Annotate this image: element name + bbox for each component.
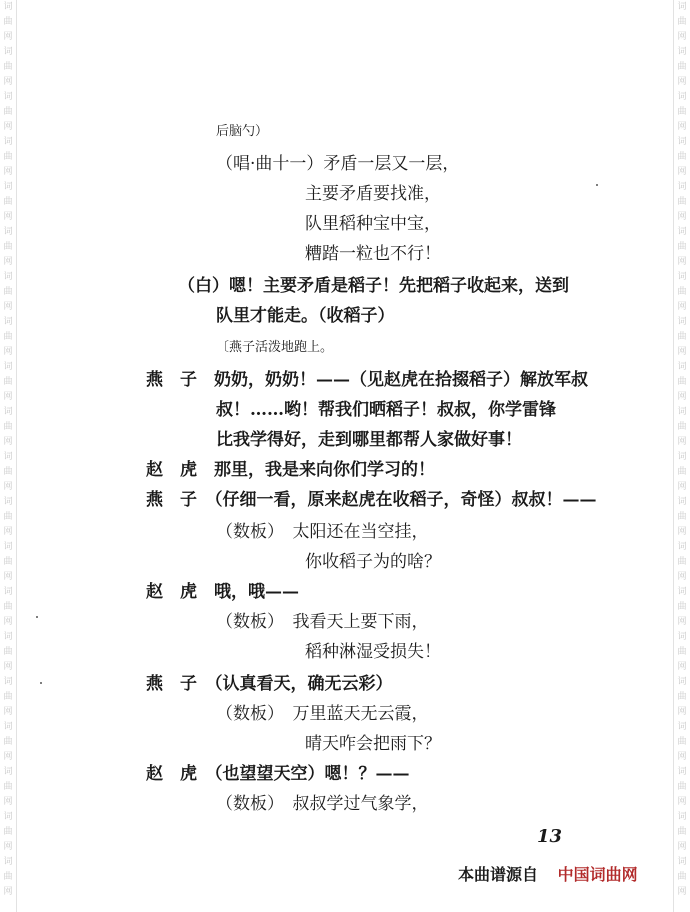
dialogue-line: 叔！……哟！帮我们晒稻子！叔叔，你学雷锋	[216, 400, 556, 420]
dialogue-line: 比我学得好，走到哪里都帮人家做好事！	[216, 430, 522, 450]
watermark-char: 词	[677, 497, 687, 507]
watermark-char: 曲	[677, 377, 687, 387]
watermark-char: 网	[3, 347, 13, 357]
watermark-char: 网	[3, 482, 13, 492]
dialogue-line: 队里才能走。（收稻子）	[216, 306, 395, 326]
watermark-char: 曲	[677, 152, 687, 162]
watermark-char: 曲	[3, 827, 13, 837]
watermark-char: 曲	[3, 287, 13, 297]
watermark-char: 词	[3, 407, 13, 417]
verse-line: （数板） 叔叔学过气象学，	[216, 794, 429, 814]
watermark-char: 网	[677, 257, 687, 267]
watermark-char: 词	[677, 272, 687, 282]
watermark-char: 曲	[677, 422, 687, 432]
watermark-char: 网	[677, 32, 687, 42]
watermark-char: 曲	[3, 467, 13, 477]
watermark-char: 网	[3, 77, 13, 87]
watermark-char: 词	[677, 182, 687, 192]
watermark-char: 网	[3, 572, 13, 582]
watermark-char: 词	[3, 272, 13, 282]
watermark-char: 词	[3, 92, 13, 102]
watermark-char: 词	[677, 812, 687, 822]
watermark-char: 词	[3, 677, 13, 687]
watermark-char: 网	[677, 482, 687, 492]
watermark-char: 曲	[677, 287, 687, 297]
scan-speck	[36, 616, 38, 618]
dialogue-line: 赵 虎 （也望望天空）嗯！？——	[146, 764, 410, 784]
watermark-char: 曲	[3, 602, 13, 612]
watermark-char: 网	[677, 797, 687, 807]
watermark-char: 网	[3, 32, 13, 42]
watermark-char: 词	[3, 2, 13, 12]
dialogue-line: 赵 虎 哦，哦——	[146, 582, 299, 602]
watermark-char: 词	[3, 767, 13, 777]
watermark-char: 网	[677, 842, 687, 852]
watermark-char: 词	[677, 2, 687, 12]
watermark-char: 网	[677, 527, 687, 537]
verse-line: 晴天咋会把雨下？	[305, 734, 441, 754]
watermark-char: 词	[3, 362, 13, 372]
watermark-char: 词	[3, 857, 13, 867]
watermark-char: 网	[3, 797, 13, 807]
watermark-char: 网	[677, 662, 687, 672]
watermark-char: 曲	[3, 872, 13, 882]
watermark-char: 词	[677, 542, 687, 552]
watermark-char: 曲	[677, 242, 687, 252]
watermark-char: 曲	[3, 152, 13, 162]
watermark-char: 词	[3, 227, 13, 237]
verse-line: 你收稻子为的啥？	[305, 552, 441, 572]
watermark-char: 曲	[677, 107, 687, 117]
watermark-char: 曲	[3, 422, 13, 432]
scan-speck	[40, 682, 42, 684]
source-footer	[458, 862, 638, 885]
dialogue-line: （白）嗯！主要矛盾是稻子！先把稻子收起来，送到	[178, 276, 569, 296]
page-number: 13	[537, 826, 563, 847]
watermark-char: 曲	[677, 557, 687, 567]
verse-line: 稻种淋湿受损失！	[305, 642, 441, 662]
watermark-char: 词	[677, 632, 687, 642]
stage-direction: 〔燕子活泼地跑上。	[216, 340, 334, 355]
watermark-char: 词	[3, 182, 13, 192]
watermark-char: 词	[677, 587, 687, 597]
watermark-char: 词	[3, 632, 13, 642]
verse-line: （唱·曲十一）矛盾一层又一层，	[216, 154, 460, 174]
watermark-char: 词	[677, 857, 687, 867]
watermark-char: 词	[677, 47, 687, 57]
watermark-char: 词	[3, 542, 13, 552]
watermark-char: 网	[3, 752, 13, 762]
watermark-char: 曲	[3, 647, 13, 657]
dialogue-line: 燕 子 （认真看天，确无云彩）	[146, 674, 393, 694]
watermark-char: 网	[3, 212, 13, 222]
watermark-char: 词	[677, 137, 687, 147]
watermark-char: 网	[3, 122, 13, 132]
watermark-char: 词	[677, 677, 687, 687]
watermark-guide-right	[673, 0, 674, 912]
watermark-char: 曲	[677, 602, 687, 612]
watermark-char: 网	[677, 167, 687, 177]
watermark-char: 词	[3, 812, 13, 822]
watermark-char: 词	[3, 722, 13, 732]
watermark-char: 网	[677, 437, 687, 447]
watermark-char: 曲	[677, 332, 687, 342]
watermark-char: 网	[3, 527, 13, 537]
watermark-char: 曲	[677, 692, 687, 702]
watermark-char: 词	[677, 92, 687, 102]
watermark-char: 曲	[677, 17, 687, 27]
verse-line: 糟踏一粒也不行！	[305, 244, 441, 264]
watermark-char: 曲	[3, 377, 13, 387]
watermark-char: 曲	[3, 782, 13, 792]
watermark-char: 曲	[677, 647, 687, 657]
watermark-char: 词	[3, 452, 13, 462]
footer-site-name: 中国词曲网	[557, 865, 638, 884]
watermark-char: 网	[677, 347, 687, 357]
watermark-char: 网	[677, 752, 687, 762]
watermark-char: 曲	[3, 197, 13, 207]
watermark-char: 曲	[677, 827, 687, 837]
watermark-char: 网	[3, 392, 13, 402]
watermark-char: 词	[3, 137, 13, 147]
watermark-char: 网	[3, 302, 13, 312]
verse-line: （数板） 万里蓝天无云霞，	[216, 704, 429, 724]
footer-source-label: 本曲谱源自	[458, 865, 539, 884]
watermark-char: 网	[677, 572, 687, 582]
watermark-char: 曲	[3, 512, 13, 522]
watermark-char: 词	[677, 407, 687, 417]
watermark-char: 网	[3, 887, 13, 897]
watermark-char: 曲	[677, 872, 687, 882]
watermark-char: 网	[677, 617, 687, 627]
watermark-char: 曲	[3, 62, 13, 72]
watermark-char: 曲	[677, 467, 687, 477]
watermark-char: 词	[3, 497, 13, 507]
watermark-char: 曲	[3, 557, 13, 567]
watermark-char: 网	[3, 707, 13, 717]
watermark-char: 曲	[3, 692, 13, 702]
watermark-left	[1, 0, 15, 900]
watermark-guide-left	[16, 0, 17, 912]
watermark-char: 网	[3, 842, 13, 852]
watermark-char: 网	[3, 662, 13, 672]
watermark-char: 词	[3, 317, 13, 327]
watermark-char: 曲	[677, 737, 687, 747]
verse-line: （数板） 太阳还在当空挂，	[216, 522, 429, 542]
watermark-char: 网	[677, 392, 687, 402]
watermark-char: 网	[3, 257, 13, 267]
watermark-char: 曲	[677, 62, 687, 72]
verse-line: 主要矛盾要找准，	[305, 184, 441, 204]
watermark-char: 曲	[3, 332, 13, 342]
watermark-char: 网	[677, 887, 687, 897]
watermark-char: 曲	[677, 782, 687, 792]
watermark-char: 曲	[677, 512, 687, 522]
watermark-char: 网	[3, 437, 13, 447]
watermark-char: 词	[677, 317, 687, 327]
watermark-char: 词	[677, 362, 687, 372]
dialogue-line: 燕 子 （仔细一看，原来赵虎在收稻子，奇怪）叔叔！——	[146, 490, 597, 510]
watermark-char: 词	[677, 767, 687, 777]
watermark-char: 曲	[677, 197, 687, 207]
watermark-char: 网	[677, 122, 687, 132]
watermark-char: 网	[677, 707, 687, 717]
verse-line: （数板） 我看天上要下雨，	[216, 612, 429, 632]
watermark-char: 词	[3, 47, 13, 57]
watermark-char: 词	[677, 452, 687, 462]
watermark-char: 网	[3, 167, 13, 177]
scan-speck	[596, 184, 598, 186]
watermark-char: 词	[677, 227, 687, 237]
watermark-char: 网	[677, 77, 687, 87]
watermark-right	[675, 0, 689, 900]
dialogue-line: 赵 虎 那里，我是来向你们学习的！	[146, 460, 435, 480]
watermark-char: 曲	[3, 17, 13, 27]
verse-line: 队里稻种宝中宝，	[305, 214, 441, 234]
watermark-char: 曲	[3, 737, 13, 747]
watermark-char: 曲	[3, 242, 13, 252]
watermark-char: 网	[677, 302, 687, 312]
watermark-char: 网	[3, 617, 13, 627]
watermark-char: 网	[677, 212, 687, 222]
watermark-char: 曲	[3, 107, 13, 117]
stage-direction: 后脑勺）	[216, 124, 269, 139]
watermark-char: 词	[677, 722, 687, 732]
dialogue-line: 燕 子 奶奶，奶奶！——（见赵虎在拾掇稻子）解放军叔	[146, 370, 588, 390]
watermark-char: 词	[3, 587, 13, 597]
